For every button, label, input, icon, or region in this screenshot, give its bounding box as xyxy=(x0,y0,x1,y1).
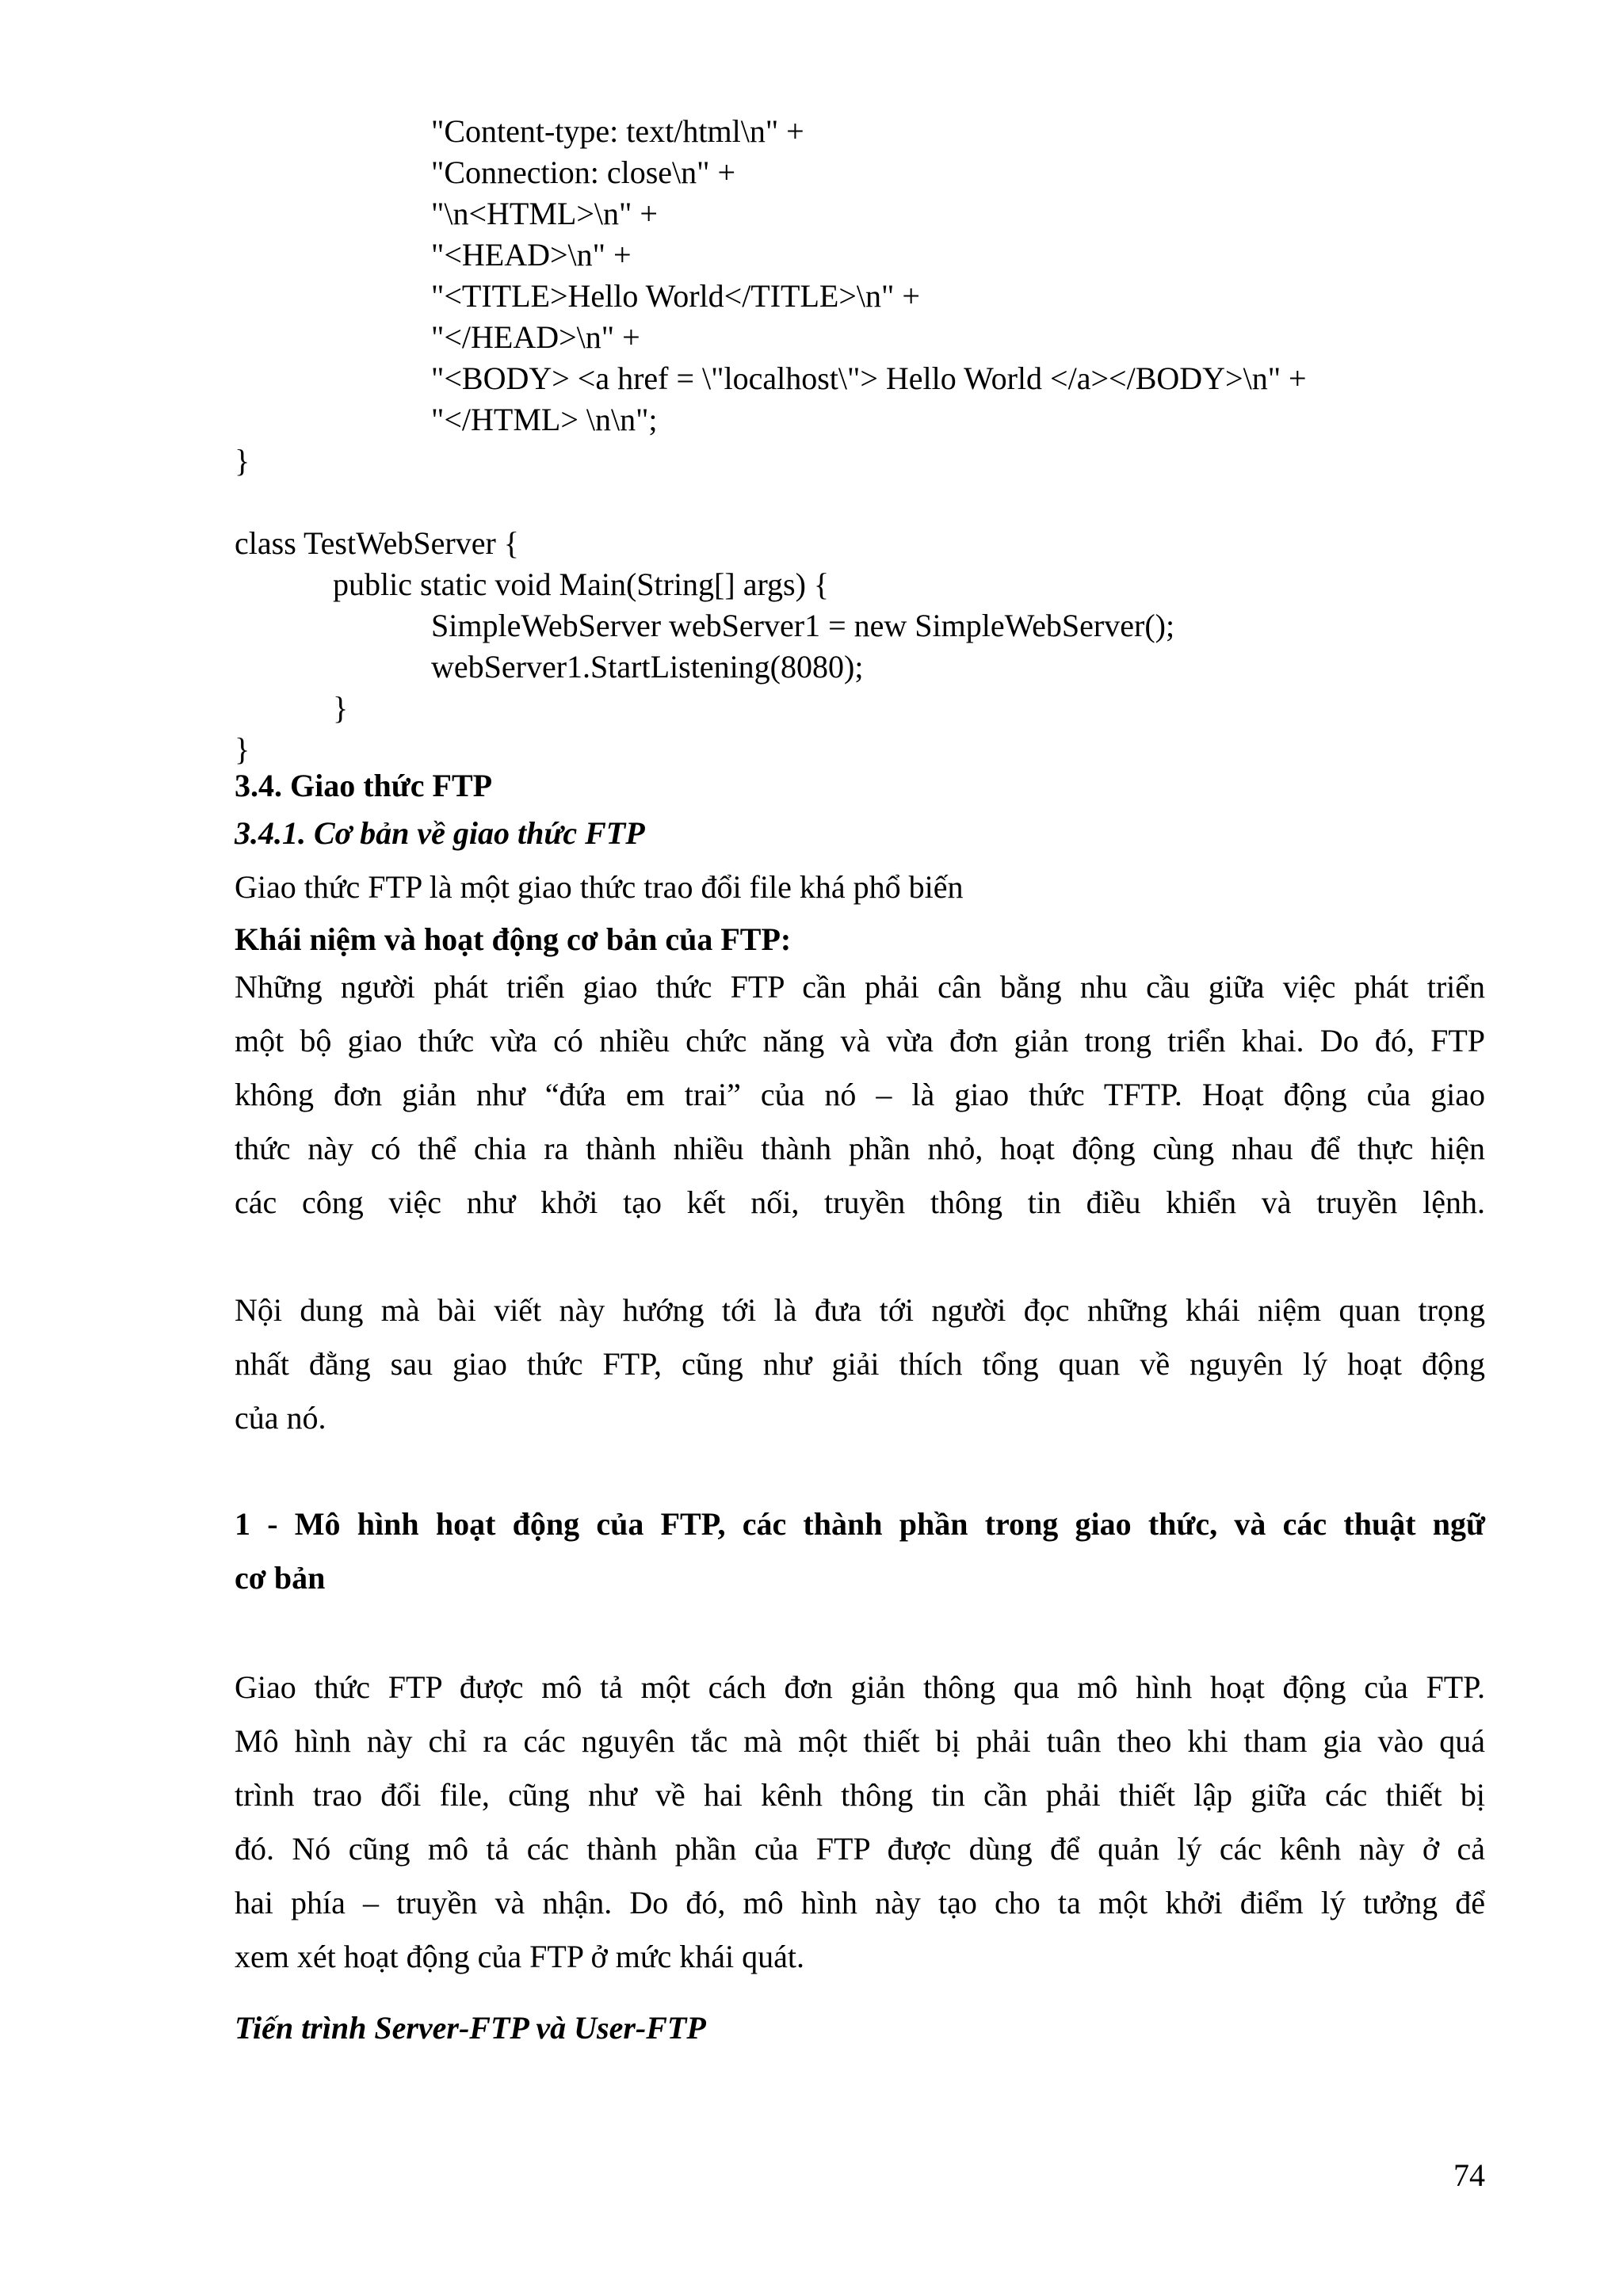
intro-line: Giao thức FTP là một giao thức trao đổi file khá phổ biến xyxy=(235,869,964,905)
paragraph-line: không đơn giản như “đứa em trai” của nó – là giao thức TFTP. Hoạt động của giao xyxy=(235,1077,1485,1112)
paragraph-line: của nó. xyxy=(235,1400,327,1436)
paragraph-line: hai phía – truyền và nhận. Do đó, mô hình này tạo cho ta một khởi điểm lý tưởng để xyxy=(235,1885,1485,1920)
concept-heading: Khái niệm và hoạt động cơ bản của FTP: xyxy=(235,921,792,957)
paragraph-line: các công việc như khởi tạo kết nối, truyền thông tin điều khiển và truyền lệnh. xyxy=(235,1184,1485,1220)
code-line: "Content-type: text/html\n" + xyxy=(431,113,804,149)
paragraph-3 xyxy=(235,1661,1485,1984)
page-number: 74 xyxy=(1453,2157,1485,2193)
paragraph-line: trình trao đổi file, cũng như về hai kênh thông tin cần phải thiết lập giữa các thiết bị xyxy=(235,1777,1485,1813)
process-heading: Tiến trình Server-FTP và User-FTP xyxy=(235,2010,706,2046)
paragraph-line: Những người phát triển giao thức FTP cần phải cân bằng nhu cầu giữa việc phát triển xyxy=(235,969,1485,1005)
code-line: } xyxy=(235,731,250,767)
code-line: "<BODY> <a href = \"localhost\"> Hello World </a></BODY>\n" + xyxy=(431,360,1307,396)
paragraph-line: nhất đằng sau giao thức FTP, cũng như giải thích tổng quan về nguyên lý hoạt động xyxy=(235,1346,1485,1382)
code-line: "Connection: close\n" + xyxy=(431,154,736,190)
code-listing xyxy=(0,111,1623,811)
paragraph-1 xyxy=(235,960,1485,1230)
code-line: } xyxy=(235,443,250,479)
paragraph-line: Mô hình này chỉ ra các nguyên tắc mà một thiết bị phải tuân theo khi tham gia vào quá xyxy=(235,1723,1485,1759)
paragraph-line: Giao thức FTP được mô tả một cách đơn giản thông qua mô hình hoạt động của FTP. xyxy=(235,1669,1485,1705)
paragraph-2 xyxy=(235,1283,1485,1445)
paragraph-line: thức này có thể chia ra thành nhiều thành phần nhỏ, hoạt động cùng nhau để thực hiện xyxy=(235,1131,1485,1166)
subsection-heading: 3.4.1. Cơ bản về giao thức FTP xyxy=(235,815,645,851)
paragraph-line: xem xét hoạt động của FTP ở mức khái quát. xyxy=(235,1939,804,1974)
model-heading-line: 1 - Mô hình hoạt động của FTP, các thành phần trong giao thức, và các thuật ngữ xyxy=(235,1506,1485,1542)
paragraph-line: đó. Nó cũng mô tả các thành phần của FTP được dùng để quản lý các kênh này ở cả xyxy=(235,1831,1485,1867)
code-line: public static void Main(String[] args) { xyxy=(333,566,830,602)
code-line: SimpleWebServer webServer1 = new SimpleWebServer(); xyxy=(431,608,1175,643)
code-line: "\n<HTML>\n" + xyxy=(431,196,658,231)
code-line: "<TITLE>Hello World</TITLE>\n" + xyxy=(431,278,920,314)
code-line: "</HTML> \n\n"; xyxy=(431,402,658,437)
paragraph-line: Nội dung mà bài viết này hướng tới là đưa tới người đọc những khái niệm quan trọng xyxy=(235,1292,1485,1328)
code-line: class TestWebServer { xyxy=(235,525,520,561)
code-line: } xyxy=(333,690,349,726)
paragraph-line: một bộ giao thức vừa có nhiều chức năng và vừa đơn giản trong triển khai. Do đó, FTP xyxy=(235,1023,1485,1058)
section-heading: 3.4. Giao thức FTP xyxy=(235,768,493,803)
model-heading xyxy=(235,1497,1485,1605)
code-line: "</HEAD>\n" + xyxy=(431,319,640,355)
code-line: webServer1.StartListening(8080); xyxy=(431,649,864,685)
code-line: "<HEAD>\n" + xyxy=(431,237,632,273)
model-heading-line: cơ bản xyxy=(235,1560,326,1596)
